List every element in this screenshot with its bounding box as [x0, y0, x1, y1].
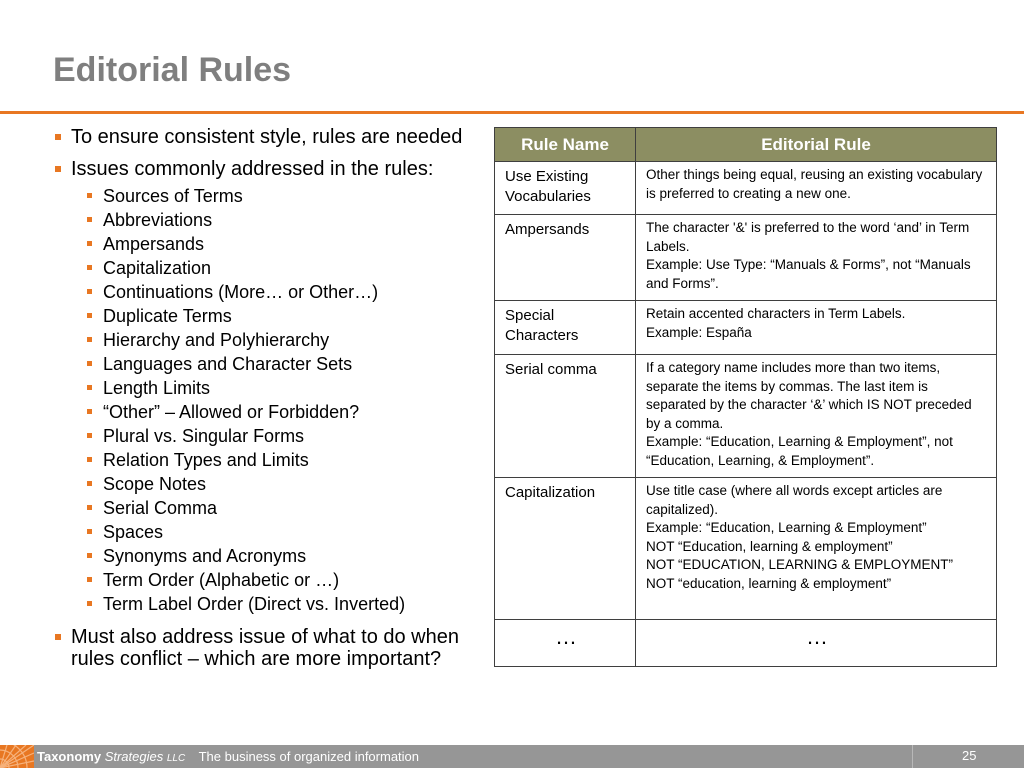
sub-bullet-item: Relation Types and Limits — [71, 448, 490, 472]
sub-bullet-item: Duplicate Terms — [71, 304, 490, 328]
sub-bullet-item: Serial Comma — [71, 496, 490, 520]
sub-bullet-item: Plural vs. Singular Forms — [71, 424, 490, 448]
title-divider — [0, 111, 1024, 114]
sub-bullet-item: Sources of Terms — [71, 184, 490, 208]
footer-branding — [37, 749, 419, 767]
bullet-item: Must also address issue of what to do when rules conflict – which are more important? — [50, 626, 490, 670]
sub-bullet-item: Term Label Order (Direct vs. Inverted) — [71, 592, 490, 616]
brand-name: Taxonomy — [37, 749, 102, 764]
rule-text-cell: Other things being equal, reusing an existing vocabulary is preferred to creating a new one. — [636, 162, 997, 215]
table-header-row — [495, 128, 997, 162]
brand-name-italic: Strategies — [104, 749, 164, 764]
ellipsis-cell: … — [495, 620, 636, 667]
rule-name-cell: Use Existing Vocabularies — [495, 162, 636, 215]
sub-bullet-item: Languages and Character Sets — [71, 352, 490, 376]
table-row — [495, 215, 997, 301]
table-row — [495, 478, 997, 620]
rule-text-cell: Use title case (where all words except articles are capitalized). Example: “Education, Learning & Employment” NOT “Education, learning & employment” NOT “EDUCATION, LEARNING & EMPLOYMENT” NOT “education, learning & employment” — [636, 478, 997, 620]
bullet-item: To ensure consistent style, rules are needed — [50, 126, 490, 148]
rule-text-cell: If a category name includes more than two items, separate the items by commas. The last item is separated by the character ‘&’ which IS NOT preceded by a comma. Example: “Education, Learning & Employment”, not “Education, Learning, & Employment”. — [636, 355, 997, 478]
page-number: 25 — [962, 748, 977, 763]
orange-sunburst-logo-icon — [0, 745, 34, 768]
slide-title: Editorial Rules — [53, 51, 292, 89]
sub-bullet-item: Capitalization — [71, 256, 490, 280]
bullet-item — [50, 158, 490, 616]
sub-bullet-item: “Other” – Allowed or Forbidden? — [71, 400, 490, 424]
rule-name-cell: Capitalization — [495, 478, 636, 620]
bullet-text: Issues commonly addressed in the rules: — [71, 158, 434, 180]
table-row — [495, 355, 997, 478]
sub-bullet-item: Spaces — [71, 520, 490, 544]
sub-bullet-list — [71, 184, 490, 616]
footer-tagline: The business of organized information — [198, 749, 420, 764]
brand-suffix: LLC — [166, 753, 186, 764]
sub-bullet-item: Ampersands — [71, 232, 490, 256]
table-row — [495, 620, 997, 667]
sub-bullet-item: Abbreviations — [71, 208, 490, 232]
column-header-rule-name: Rule Name — [495, 128, 636, 162]
sub-bullet-item: Hierarchy and Polyhierarchy — [71, 328, 490, 352]
table-row — [495, 301, 997, 355]
sub-bullet-item: Length Limits — [71, 376, 490, 400]
sub-bullet-item: Scope Notes — [71, 472, 490, 496]
rule-text-cell: Retain accented characters in Term Labels. Example: España — [636, 301, 997, 355]
rule-name-cell: Serial comma — [495, 355, 636, 478]
rule-name-cell: Ampersands — [495, 215, 636, 301]
editorial-rules-table — [494, 127, 997, 667]
rule-text-cell: The character '&' is preferred to the word ‘and’ in Term Labels. Example: Use Type: “Manuals & Forms”, not “Manuals and Forms”. — [636, 215, 997, 301]
bullet-list — [50, 126, 490, 680]
sub-bullet-item: Term Order (Alphabetic or …) — [71, 568, 490, 592]
rule-name-cell: Special Characters — [495, 301, 636, 355]
footer-divider — [912, 745, 913, 768]
footer-bar — [0, 745, 1024, 768]
table-row — [495, 162, 997, 215]
column-header-editorial-rule: Editorial Rule — [636, 128, 997, 162]
ellipsis-cell: … — [636, 620, 997, 667]
sub-bullet-item: Continuations (More… or Other…) — [71, 280, 490, 304]
sub-bullet-item: Synonyms and Acronyms — [71, 544, 490, 568]
